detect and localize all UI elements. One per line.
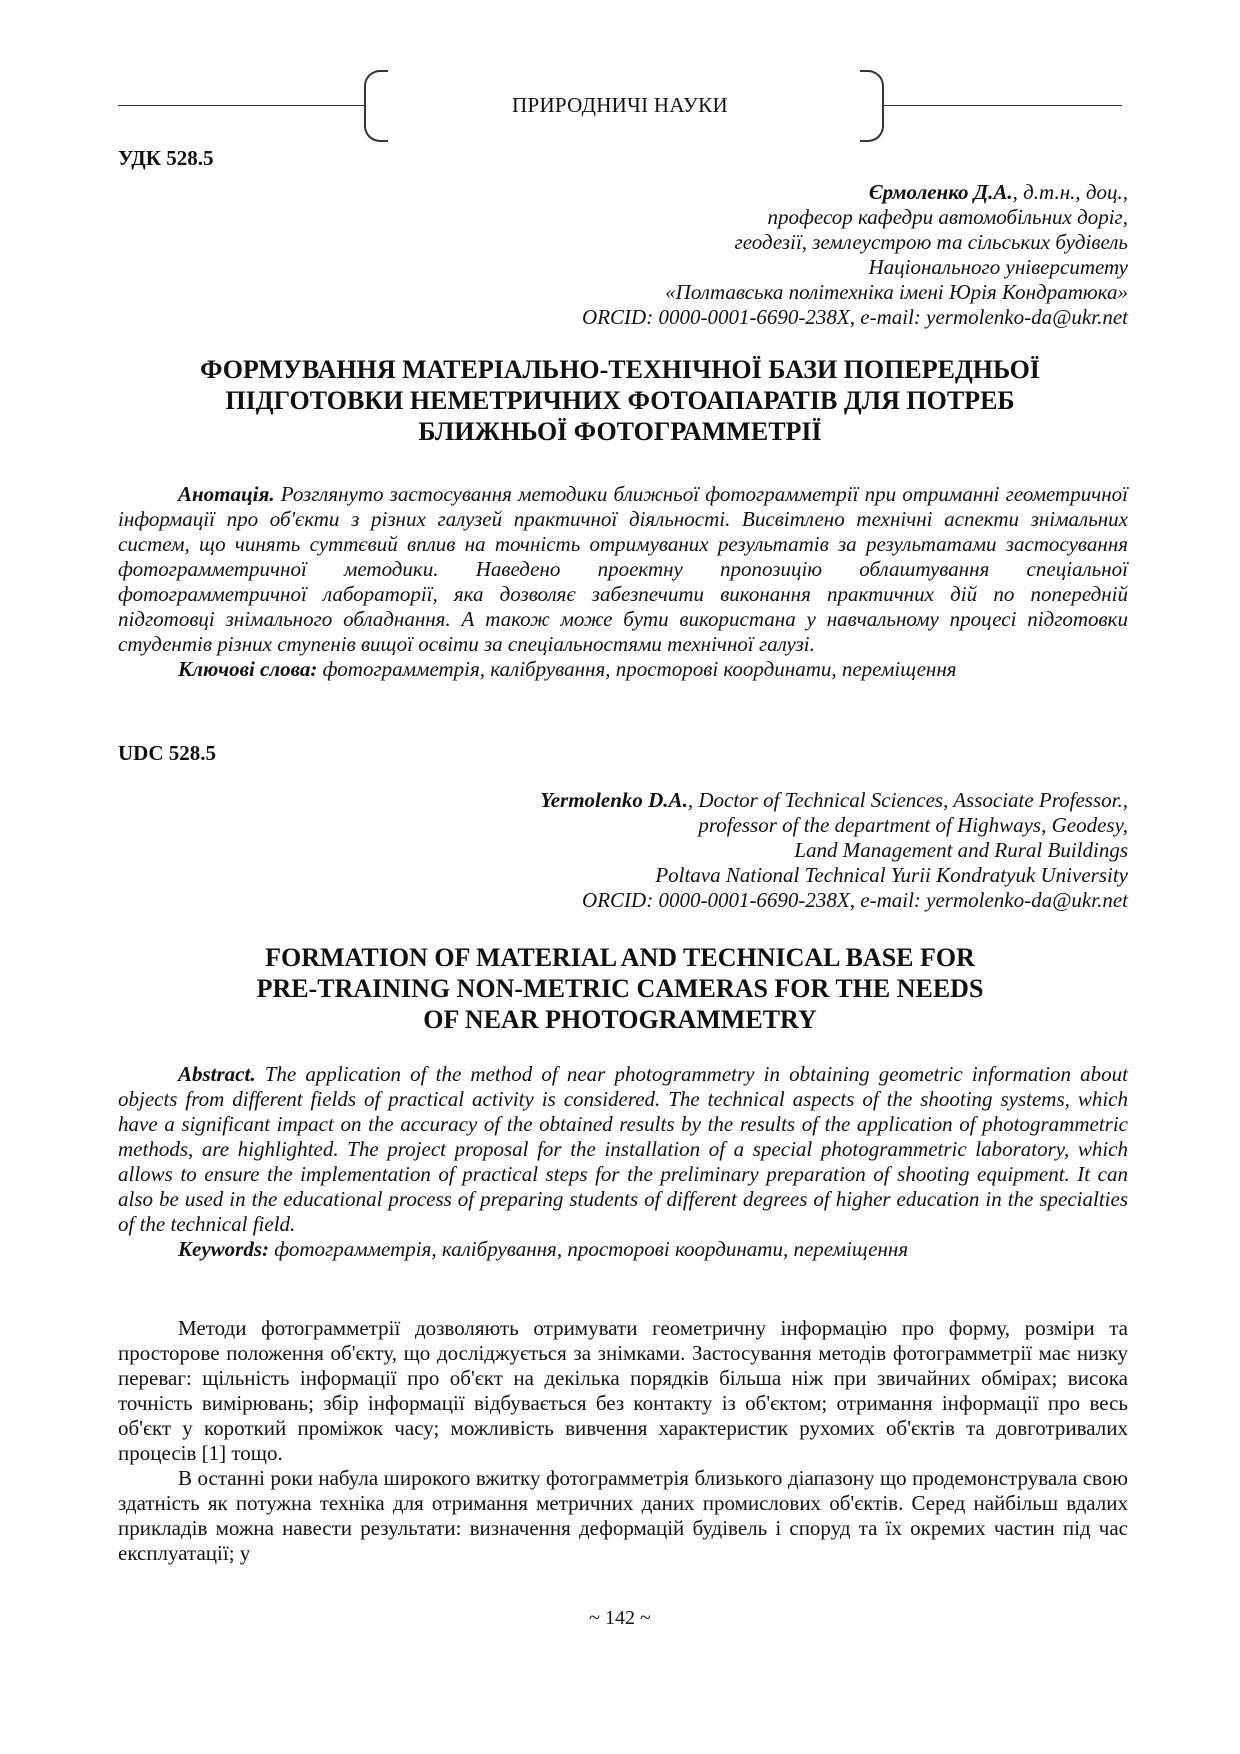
keywords-en (118, 1237, 1128, 1262)
abstract-paragraph-en (118, 1062, 1128, 1237)
keywords-label-uk: Ключові слова: (178, 657, 318, 681)
affiliation-line: Poltava National Technical Yurii Kondratyuk University (655, 863, 1128, 887)
affiliation-line: «Полтавська політехніка імені Юрія Кондратюка» (665, 280, 1128, 304)
udc-en: UDC 528.5 (118, 741, 216, 765)
title-line: FORMATION OF MATERIAL AND TECHNICAL BASE FOR (265, 943, 975, 972)
article-title-en (112, 942, 1128, 1035)
author-line-en (368, 788, 1128, 813)
author-block-en (368, 788, 1128, 913)
abstract-paragraph-uk (118, 482, 1128, 657)
body-text (118, 1316, 1128, 1566)
orcid-email-uk: ORCID: 0000-0001-6690-238X, e-mail: yermolenko-da@ukr.net (582, 305, 1128, 329)
abstract-uk (118, 482, 1128, 682)
article-title-uk (112, 354, 1128, 447)
title-line: ПІДГОТОВКИ НЕМЕТРИЧНИХ ФОТОАПАРАТІВ ДЛЯ ПОТРЕБ (225, 386, 1015, 415)
abstract-text-en: The application of the method of near photogrammetry in obtaining geometric information about objects from different fields of practical activity is considered. The technical aspects of the shooting systems, which have a significant impact on the accuracy of the obtained results by the results of the application of photogrammetric methods, are highlighted. The project proposal for the installation of a special photogrammetric laboratory, which allows to ensure the implementation of practical steps for the preliminary preparation of shooting equipment. It can also be used in the educational process of preparing students of different degrees of higher education in the specialties of the technical field. (118, 1062, 1128, 1236)
title-line: OF NEAR PHOTOGRAMMETRY (423, 1005, 817, 1034)
section-label: ПРИРОДНИЧІ НАУКИ (512, 93, 728, 117)
author-degree-uk: , д.т.н., доц., (1012, 180, 1128, 204)
body-paragraph-2: В останні роки набула широкого вжитку фотограмметрія близького діапазону що продемонструвала свою здатність як потужна техніка для отримання метричних даних промислових об'єктів. Серед найбільш вдалих прикладів можна навести результати: визначення деформацій будівель і споруд та їх окремих частин під час експлуатації; у (118, 1466, 1128, 1565)
keywords-text-uk: фотограмметрія, калібрування, просторові координати, переміщення (317, 657, 957, 681)
body-paragraph-1: Методи фотограмметрії дозволяють отримувати геометричну інформацію про форму, розміри та просторове положення об'єкту, що досліджується за знімками. Застосування методів фотограмметрії має низку переваг: щільність інформації про об'єкт на декілька порядків більша ніж при звичайних обмірах; висока точність вимірювань; збір інформації відбувається без контакту із об'єктом; отримання інформації про весь об'єкт у короткий проміжок часу; можливість вивчення характеристик рухомих об'єктів та довготривалих процесів [1] тощо. (118, 1316, 1128, 1465)
affiliation-line: Національного університету (868, 255, 1128, 279)
keywords-text-en: фотограмметрія, калібрування, просторові координати, переміщення (269, 1237, 909, 1261)
abstract-label-en: Abstract. (178, 1062, 256, 1086)
author-block-uk (368, 180, 1128, 330)
affiliation-line: професор кафедри автомобільних доріг, (767, 205, 1128, 229)
affiliation-line: professor of the department of Highways, Geodesy, (698, 813, 1128, 837)
author-name-uk: Єрмоленко Д.А. (868, 180, 1013, 204)
author-name-en: Yermolenko D.A. (540, 788, 688, 812)
page-number: ~ 142 ~ (589, 1607, 651, 1629)
header-brace-left (364, 70, 388, 142)
title-line: БЛИЖНЬОЇ ФОТОГРАММЕТРІЇ (418, 417, 822, 446)
author-line-uk (368, 180, 1128, 205)
udc-uk: УДК 528.5 (118, 146, 214, 170)
abstract-en (118, 1062, 1128, 1262)
affiliation-line: геодезії, землеустрою та сільських будівель (734, 230, 1128, 254)
keywords-label-en: Keywords: (178, 1237, 269, 1261)
header-rule-left (118, 105, 364, 106)
affiliation-line: Land Management and Rural Buildings (794, 838, 1128, 862)
title-line: PRE-TRAINING NON-METRIC CAMERAS FOR THE NEEDS (256, 974, 984, 1003)
abstract-text-uk: Розглянуто застосування методики ближньої фотограмметрії при отриманні геометричної інформації про об'єкти з різних галузей практичної діяльності. Висвітлено технічні аспекти знімальних систем, що чинять суттєвий вплив на точність отримуваних результатів за результатами застосування фотограмметричної методики. Наведено проектну пропозицію облаштування спеціальної фотограмметричної лабораторії, яка дозволяє забезпечити виконання практичних дій по попередній підготовці знімального обладнання. А також може бути використана у навчальному процесі підготовки студентів різних ступенів вищої освіти за спеціальностями технічної галузі. (118, 482, 1128, 656)
keywords-uk (118, 657, 1128, 682)
orcid-email-en: ORCID: 0000-0001-6690-238X, e-mail: yermolenko-da@ukr.net (582, 888, 1128, 912)
header-brace-right (860, 70, 884, 142)
title-line: ФОРМУВАННЯ МАТЕРІАЛЬНО-ТЕХНІЧНОЇ БАЗИ ПОПЕРЕДНЬОЇ (200, 355, 1040, 384)
header-rule-right (882, 105, 1122, 106)
author-degree-en: , Doctor of Technical Sciences, Associate Professor., (687, 788, 1128, 812)
abstract-label-uk: Анотація. (178, 482, 275, 506)
